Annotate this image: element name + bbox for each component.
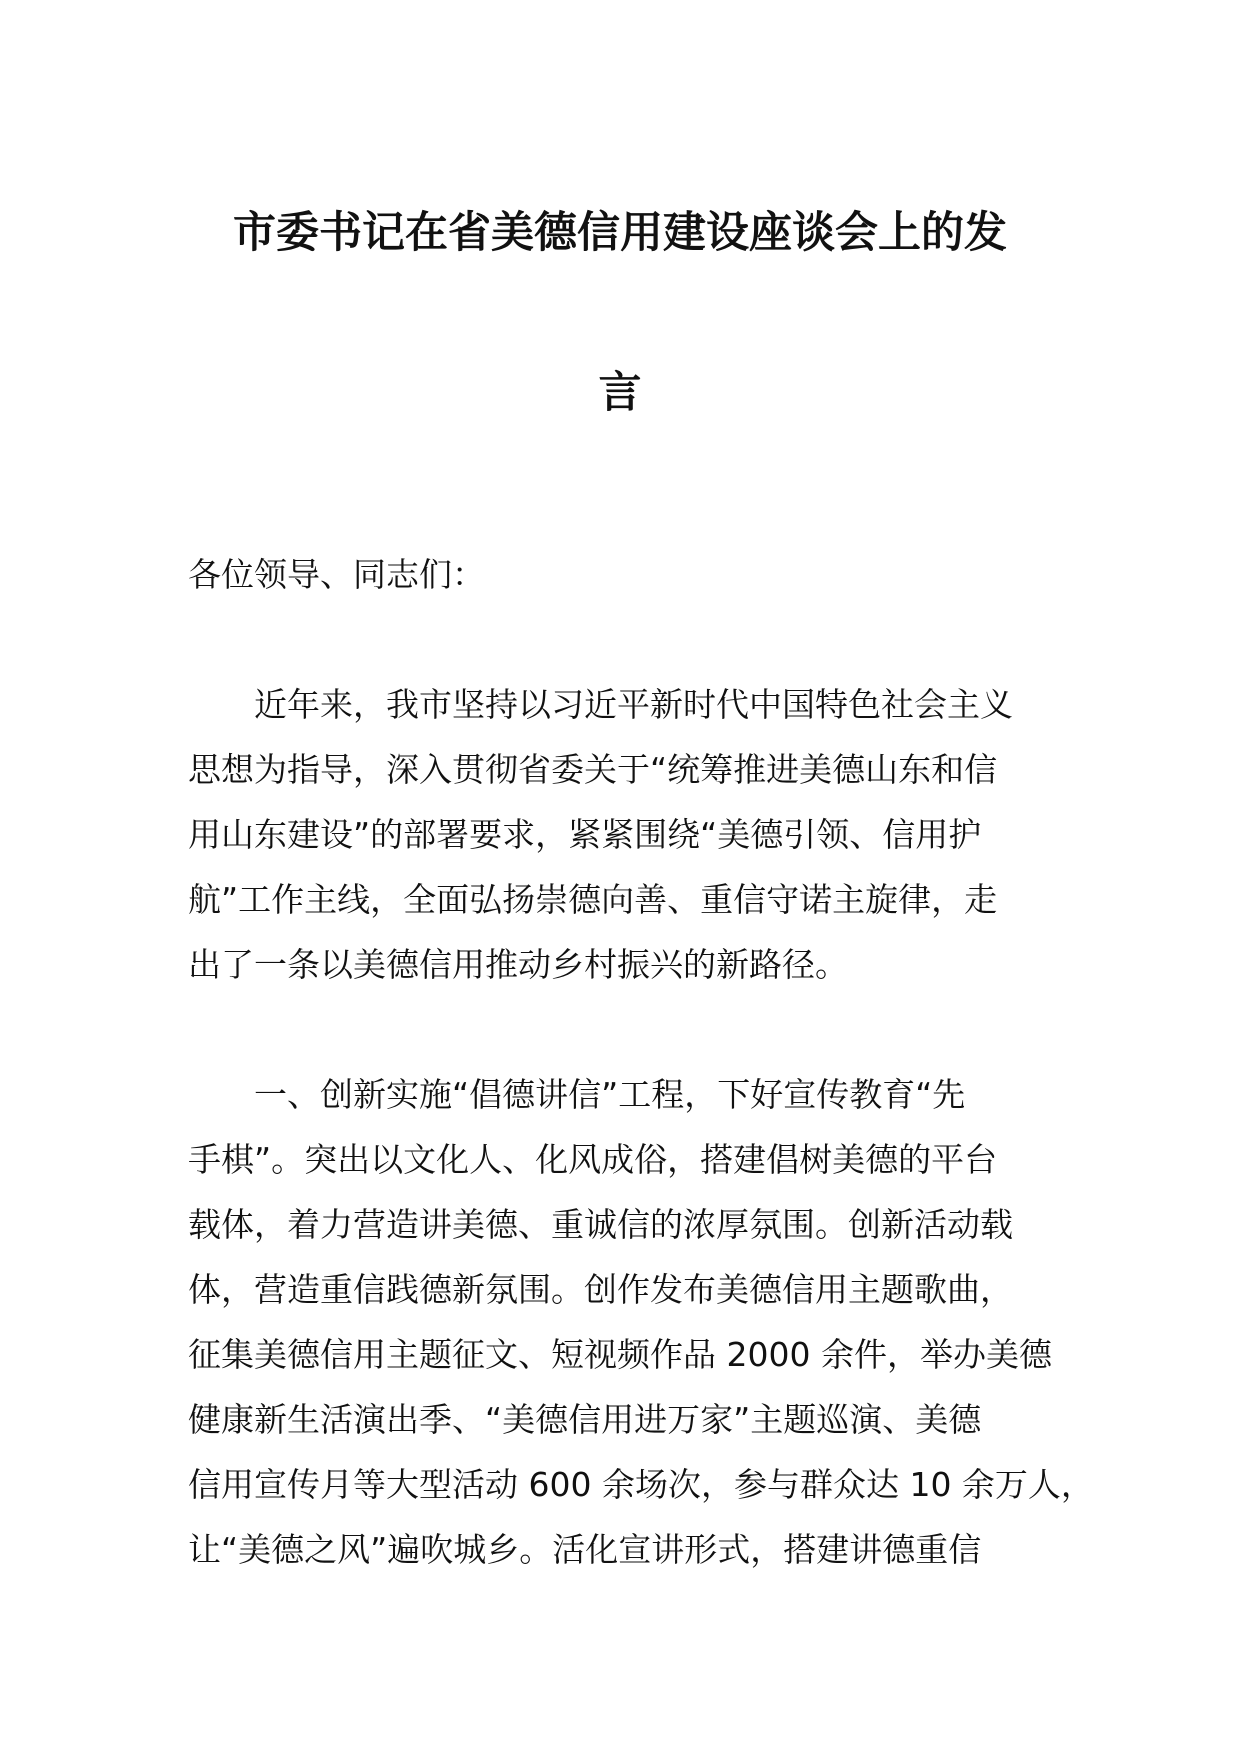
salutation: 各位领导、同志们： (188, 555, 485, 594)
paragraph-1-line-2: 思想为指导，深入贯彻省委关于“统筹推进美德山东和信 (188, 750, 998, 789)
document-title-line-1: 市委书记在省美德信用建设座谈会上的发 (233, 208, 1007, 258)
paragraph-2-line-3: 载体，着力营造讲美德、重诚信的浓厚氛围。创新活动载 (188, 1205, 1013, 1244)
paragraph-2-line-2: 手棋”。突出以文化人、化风成俗，搭建倡树美德的平台 (188, 1140, 998, 1179)
paragraph-1-line-4: 航”工作主线，全面弘扬崇德向善、重信守诺主旋律，走 (188, 880, 998, 919)
paragraph-2-line-8: 让“美德之风”遍吹城乡。活化宣讲形式，搭建讲德重信 (188, 1530, 982, 1569)
paragraph-1-line-3: 用山东建设”的部署要求，紧紧围绕“美德引领、信用护 (188, 815, 982, 854)
paragraph-2-line-4: 体，营造重信践德新氛围。创作发布美德信用主题歌曲， (188, 1270, 1013, 1309)
paragraph-2-line-5: 征集美德信用主题征文、短视频作品 2000 余件，举办美德 (188, 1335, 1052, 1374)
paragraph-1-line-1: 近年来，我市坚持以习近平新时代中国特色社会主义 (254, 685, 1013, 724)
document-title-line-2: 言 (598, 368, 642, 418)
paragraph-2-line-6: 健康新生活演出季、“美德信用进万家”主题巡演、美德 (188, 1400, 982, 1439)
paragraph-2-line-1: 一、创新实施“倡德讲信”工程，下好宣传教育“先 (254, 1075, 966, 1114)
paragraph-2-line-7: 信用宣传月等大型活动 600 余场次，参与群众达 10 余万人， (188, 1465, 1094, 1504)
paragraph-1-line-5: 出了一条以美德信用推动乡村振兴的新路径。 (188, 945, 848, 984)
